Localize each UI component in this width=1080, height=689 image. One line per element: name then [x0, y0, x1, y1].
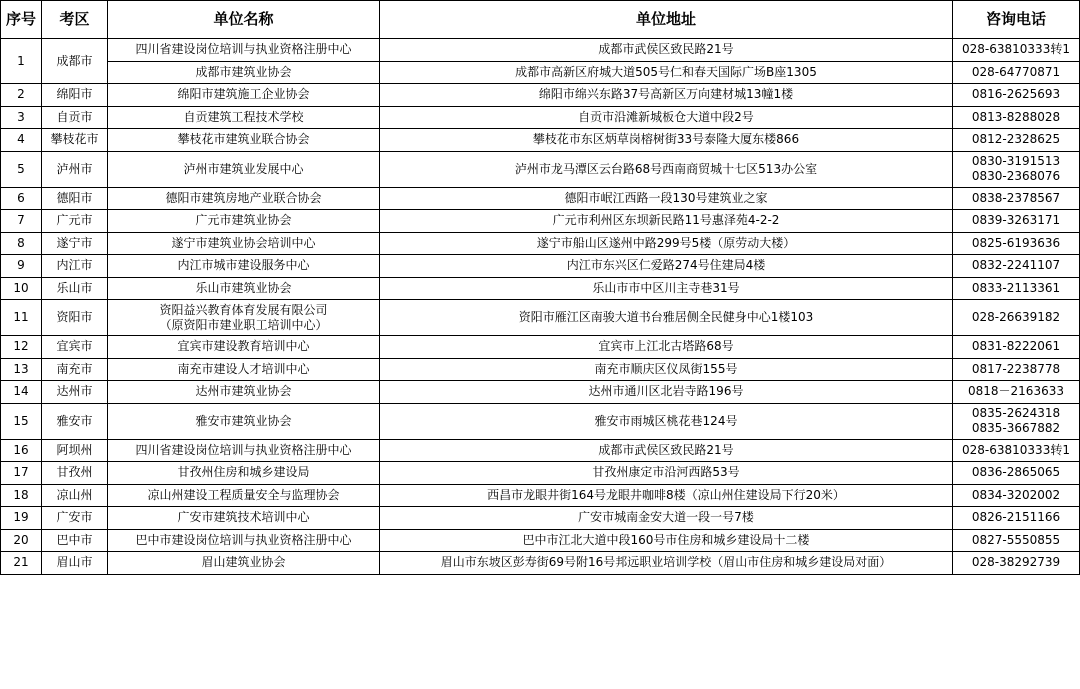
addr-cell: 绵阳市绵兴东路37号高新区万向建材城13幢1楼: [380, 84, 953, 107]
addr-cell: 广安市城南金安大道一段一号7楼: [380, 507, 953, 530]
seq-cell: 14: [1, 381, 42, 404]
phone-cell: 0826-2151166: [953, 507, 1080, 530]
phone-cell: [953, 403, 1080, 439]
addr-cell: 眉山市东坡区彭寿街69号附16号邦远职业培训学校（眉山市住房和城乡建设局对面）: [380, 552, 953, 575]
addr-cell: 成都市武侯区致民路21号: [380, 39, 953, 62]
district-cell: 资阳市: [42, 300, 108, 336]
phone-cell: 0839-3263171: [953, 210, 1080, 233]
addr-cell: 甘孜州康定市沿河西路53号: [380, 462, 953, 485]
table-row: [1, 336, 1080, 359]
phone-line: 0835-3667882: [971, 421, 1061, 435]
district-cell: 内江市: [42, 255, 108, 278]
header-row: [1, 1, 1080, 39]
org-cell: 巴中市建设岗位培训与执业资格注册中心: [108, 529, 380, 552]
org-cell: 德阳市建筑房地产业联合协会: [108, 187, 380, 210]
phone-cell: 0816-2625693: [953, 84, 1080, 107]
seq-cell: 9: [1, 255, 42, 278]
phone-cell: 0832-2241107: [953, 255, 1080, 278]
addr-cell: 攀枝花市东区炳草岗榕树街33号泰隆大厦东楼866: [380, 129, 953, 152]
header-org: 单位名称: [108, 1, 380, 39]
district-cell: 广元市: [42, 210, 108, 233]
district-cell: 阿坝州: [42, 439, 108, 462]
org-cell: 绵阳市建筑施工企业协会: [108, 84, 380, 107]
seq-cell: 4: [1, 129, 42, 152]
org-cell: 凉山州建设工程质量安全与监理协会: [108, 484, 380, 507]
district-cell: 遂宁市: [42, 232, 108, 255]
org-line: 资阳益兴教育体育发展有限公司: [159, 302, 328, 317]
table-row: [1, 277, 1080, 300]
district-cell: 自贡市: [42, 106, 108, 129]
table-row: [1, 552, 1080, 575]
seq-cell: 19: [1, 507, 42, 530]
district-cell: 乐山市: [42, 277, 108, 300]
table-row: [1, 210, 1080, 233]
org-cell: 雅安市建筑业协会: [108, 403, 380, 439]
seq-cell: 10: [1, 277, 42, 300]
phone-cell: [953, 151, 1080, 187]
table-row: [1, 300, 1080, 336]
table-row: [1, 507, 1080, 530]
org-cell: 广元市建筑业协会: [108, 210, 380, 233]
addr-cell: 成都市武侯区致民路21号: [380, 439, 953, 462]
phone-line: 0835-2624318: [971, 406, 1061, 420]
table-row: [1, 439, 1080, 462]
seq-cell: 16: [1, 439, 42, 462]
addr-cell: 成都市高新区府城大道505号仁和春天国际广场B座1305: [380, 61, 953, 84]
addr-cell: 巴中市江北大道中段160号市住房和城乡建设局十二楼: [380, 529, 953, 552]
addr-cell: 宜宾市上江北古塔路68号: [380, 336, 953, 359]
phone-cell: 0812-2328625: [953, 129, 1080, 152]
org-cell: 遂宁市建筑业协会培训中心: [108, 232, 380, 255]
phone-cell: 0818－2163633: [953, 381, 1080, 404]
seq-cell: 2: [1, 84, 42, 107]
table-row: [1, 381, 1080, 404]
org-cell: 甘孜州住房和城乡建设局: [108, 462, 380, 485]
phone-cell: 0813-8288028: [953, 106, 1080, 129]
org-cell: 泸州市建筑业发展中心: [108, 151, 380, 187]
phone-line: 0830-2368076: [971, 169, 1061, 183]
org-line: （原资阳市建业职工培训中心）: [159, 317, 328, 332]
phone-cell: 0836-2865065: [953, 462, 1080, 485]
phone-cell: 028-26639182: [953, 300, 1080, 336]
phone-cell: 0833-2113361: [953, 277, 1080, 300]
phone-cell: 0834-3202002: [953, 484, 1080, 507]
phone-cell: 028-63810333转1: [953, 439, 1080, 462]
seq-cell: 20: [1, 529, 42, 552]
district-cell: 达州市: [42, 381, 108, 404]
phone-cell: 028-38292739: [953, 552, 1080, 575]
phone-cell: 028-63810333转1: [953, 39, 1080, 62]
org-cell: 宜宾市建设教育培训中心: [108, 336, 380, 359]
seq-cell: 18: [1, 484, 42, 507]
addr-cell: 内江市东兴区仁爱路274号住建局4楼: [380, 255, 953, 278]
org-cell: 内江市城市建设服务中心: [108, 255, 380, 278]
district-cell: 德阳市: [42, 187, 108, 210]
table-row: [1, 61, 1080, 84]
phone-cell: 0817-2238778: [953, 358, 1080, 381]
header-seq: 序号: [1, 1, 42, 39]
addr-cell: 达州市通川区北岩寺路196号: [380, 381, 953, 404]
org-cell: 四川省建设岗位培训与执业资格注册中心: [108, 39, 380, 62]
seq-cell: 3: [1, 106, 42, 129]
seq-cell: 7: [1, 210, 42, 233]
table-row: [1, 232, 1080, 255]
district-cell: 雅安市: [42, 403, 108, 439]
org-cell: 攀枝花市建筑业联合协会: [108, 129, 380, 152]
addr-cell: 自贡市沿滩新城板仓大道中段2号: [380, 106, 953, 129]
table-row: [1, 529, 1080, 552]
seq-cell: 21: [1, 552, 42, 575]
district-cell: 巴中市: [42, 529, 108, 552]
seq-cell: 13: [1, 358, 42, 381]
district-cell: 凉山州: [42, 484, 108, 507]
district-cell: 甘孜州: [42, 462, 108, 485]
seq-cell: 6: [1, 187, 42, 210]
phone-cell: 0827-5550855: [953, 529, 1080, 552]
org-cell: 眉山建筑业协会: [108, 552, 380, 575]
district-cell: 绵阳市: [42, 84, 108, 107]
table-row: [1, 255, 1080, 278]
addr-cell: 资阳市雁江区南骏大道书台雅居侧全民健身中心1楼103: [380, 300, 953, 336]
seq-cell: 5: [1, 151, 42, 187]
addr-cell: 南充市顺庆区仪凤街155号: [380, 358, 953, 381]
district-cell: 攀枝花市: [42, 129, 108, 152]
district-cell: 成都市: [42, 39, 108, 84]
district-cell: 南充市: [42, 358, 108, 381]
seq-cell: 17: [1, 462, 42, 485]
phone-cell: 028-64770871: [953, 61, 1080, 84]
org-cell: 自贡建筑工程技术学校: [108, 106, 380, 129]
phone-cell: 0825-6193636: [953, 232, 1080, 255]
phone-cell: 0831-8222061: [953, 336, 1080, 359]
district-cell: 眉山市: [42, 552, 108, 575]
org-cell: 乐山市建筑业协会: [108, 277, 380, 300]
table-row: [1, 403, 1080, 439]
table-row: [1, 106, 1080, 129]
table-row: [1, 151, 1080, 187]
header-district: 考区: [42, 1, 108, 39]
org-cell: 南充市建设人才培训中心: [108, 358, 380, 381]
phone-cell: 0838-2378567: [953, 187, 1080, 210]
addr-cell: 西昌市龙眼井街164号龙眼井咖啡8楼（凉山州住建设局下行20米）: [380, 484, 953, 507]
org-cell: 达州市建筑业协会: [108, 381, 380, 404]
phone-line: 0830-3191513: [971, 154, 1061, 168]
seq-cell: 11: [1, 300, 42, 336]
seq-cell: 1: [1, 39, 42, 84]
table-row: [1, 358, 1080, 381]
district-cell: 泸州市: [42, 151, 108, 187]
addr-cell: 雅安市雨城区桃花巷124号: [380, 403, 953, 439]
table-row: [1, 484, 1080, 507]
header-phone: 咨询电话: [953, 1, 1080, 39]
org-cell: 广安市建筑技术培训中心: [108, 507, 380, 530]
addr-cell: 广元市利州区东坝新民路11号惠泽苑4-2-2: [380, 210, 953, 233]
org-cell: [108, 300, 380, 336]
district-cell: 广安市: [42, 507, 108, 530]
org-cell: 成都市建筑业协会: [108, 61, 380, 84]
addr-cell: 乐山市市中区川主寺巷31号: [380, 277, 953, 300]
seq-cell: 15: [1, 403, 42, 439]
table-row: [1, 129, 1080, 152]
table-row: [1, 187, 1080, 210]
org-cell: 四川省建设岗位培训与执业资格注册中心: [108, 439, 380, 462]
district-cell: 宜宾市: [42, 336, 108, 359]
table-row: [1, 39, 1080, 62]
seq-cell: 12: [1, 336, 42, 359]
table-row: [1, 84, 1080, 107]
seq-cell: 8: [1, 232, 42, 255]
table-row: [1, 462, 1080, 485]
addr-cell: 德阳市岷江西路一段130号建筑业之家: [380, 187, 953, 210]
header-addr: 单位地址: [380, 1, 953, 39]
addr-cell: 遂宁市船山区遂州中路299号5楼（原劳动大楼）: [380, 232, 953, 255]
addr-cell: 泸州市龙马潭区云台路68号西南商贸城十七区513办公室: [380, 151, 953, 187]
